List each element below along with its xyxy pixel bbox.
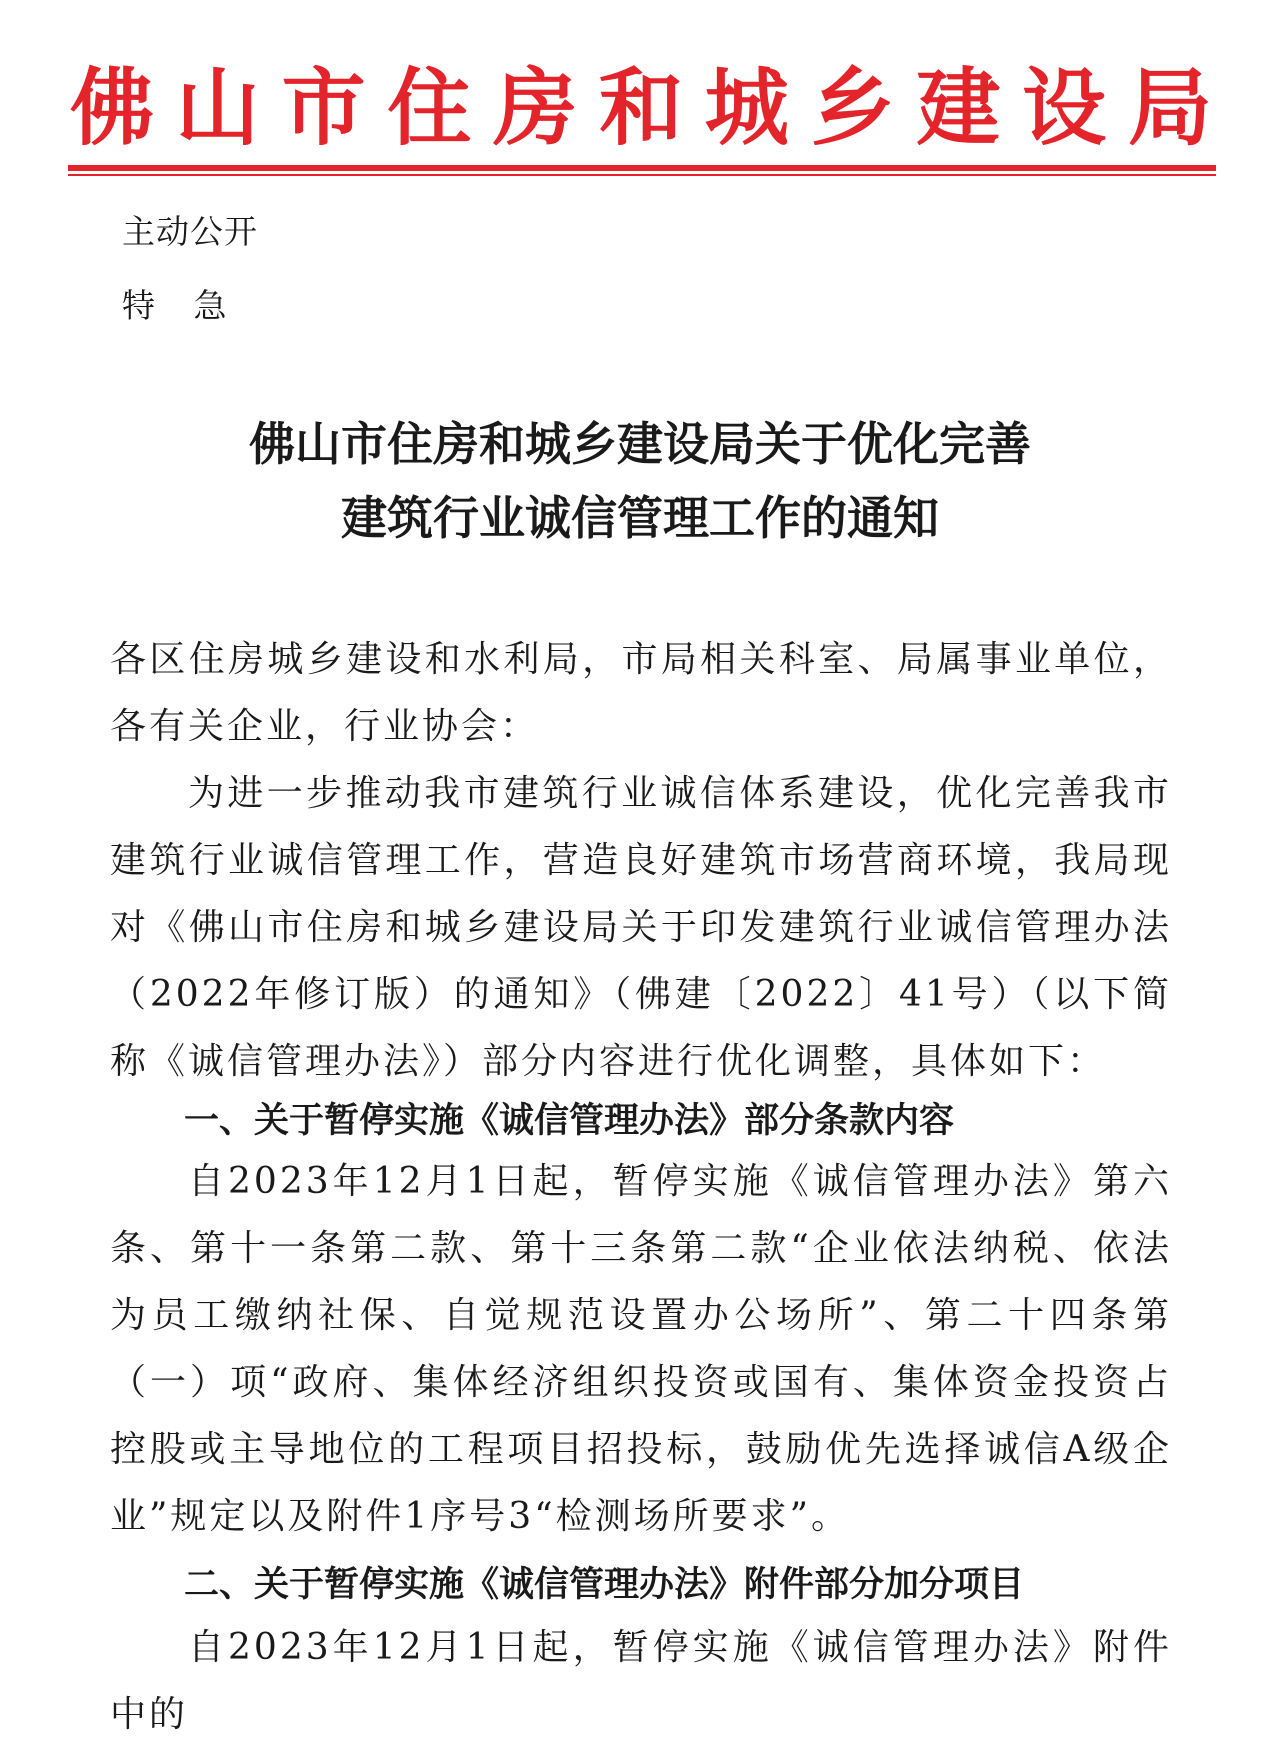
intro-paragraph: 为进一步推动我市建筑行业诚信体系建设，优化完善我市建筑行业诚信管理工作，营造良好建筑市场营商环境，我局现对《佛山市住房和城乡建设局关于印发建筑行业诚信管理办法（2022年修订版）的通知》（佛建〔2022〕41号）（以下简称《诚信管理办法》）部分内容进行优化调整，具体如下： [110,773,1172,1082]
letterhead-char: 局 [1127,58,1212,157]
letterhead-char: 设 [1022,58,1107,157]
section-heading-2: 二、关于暂停实施《诚信管理办法》附件部分加分项目 [184,1565,1025,1605]
letterhead-char: 和 [598,58,683,157]
addressee-paragraph: 各区住房城乡建设和水利局，市局相关科室、局属事业单位，各有关企业，行业协会： [110,639,1172,747]
letterhead-char: 市 [281,58,366,157]
letterhead-char: 房 [493,58,578,157]
letterhead-char: 建 [916,58,1001,157]
disclosure-label: 主动公开 [122,212,258,251]
letterhead-char: 山 [175,58,260,157]
letterhead-char: 城 [704,58,789,157]
letterhead-rule-thick [68,165,1216,171]
letterhead-agency-name [70,58,1212,158]
document-title-line-1: 佛山市住房和城乡建设局关于优化完善 [249,417,1031,471]
document-title-line-2: 建筑行业诚信管理工作的通知 [341,491,939,545]
letterhead-rule-thin [68,174,1216,176]
section-1-paragraph: 自2023年12月1日起，暂停实施《诚信管理办法》第六条、第十一条第二款、第十三条第二款“企业依法纳税、依法为员工缴纳社保、自觉规范设置办公场所”、第二十四条第（一）项“政府、集体经济组织投资或国有、集体资金投资占控股或主导地位的工程项目招投标，鼓励优先选择诚信A级企业”规定以及附件1序号3“检测场所要求”。 [110,1161,1172,1537]
letterhead-char: 住 [387,58,472,157]
letterhead-char: 乡 [810,58,895,157]
section-heading-1: 一、关于暂停实施《诚信管理办法》部分条款内容 [184,1101,955,1141]
urgency-label: 特 急 [122,286,227,325]
letterhead-char: 佛 [70,58,155,157]
section-2-paragraph: 自2023年12月1日起，暂停实施《诚信管理办法》附件中的 [110,1627,1172,1735]
